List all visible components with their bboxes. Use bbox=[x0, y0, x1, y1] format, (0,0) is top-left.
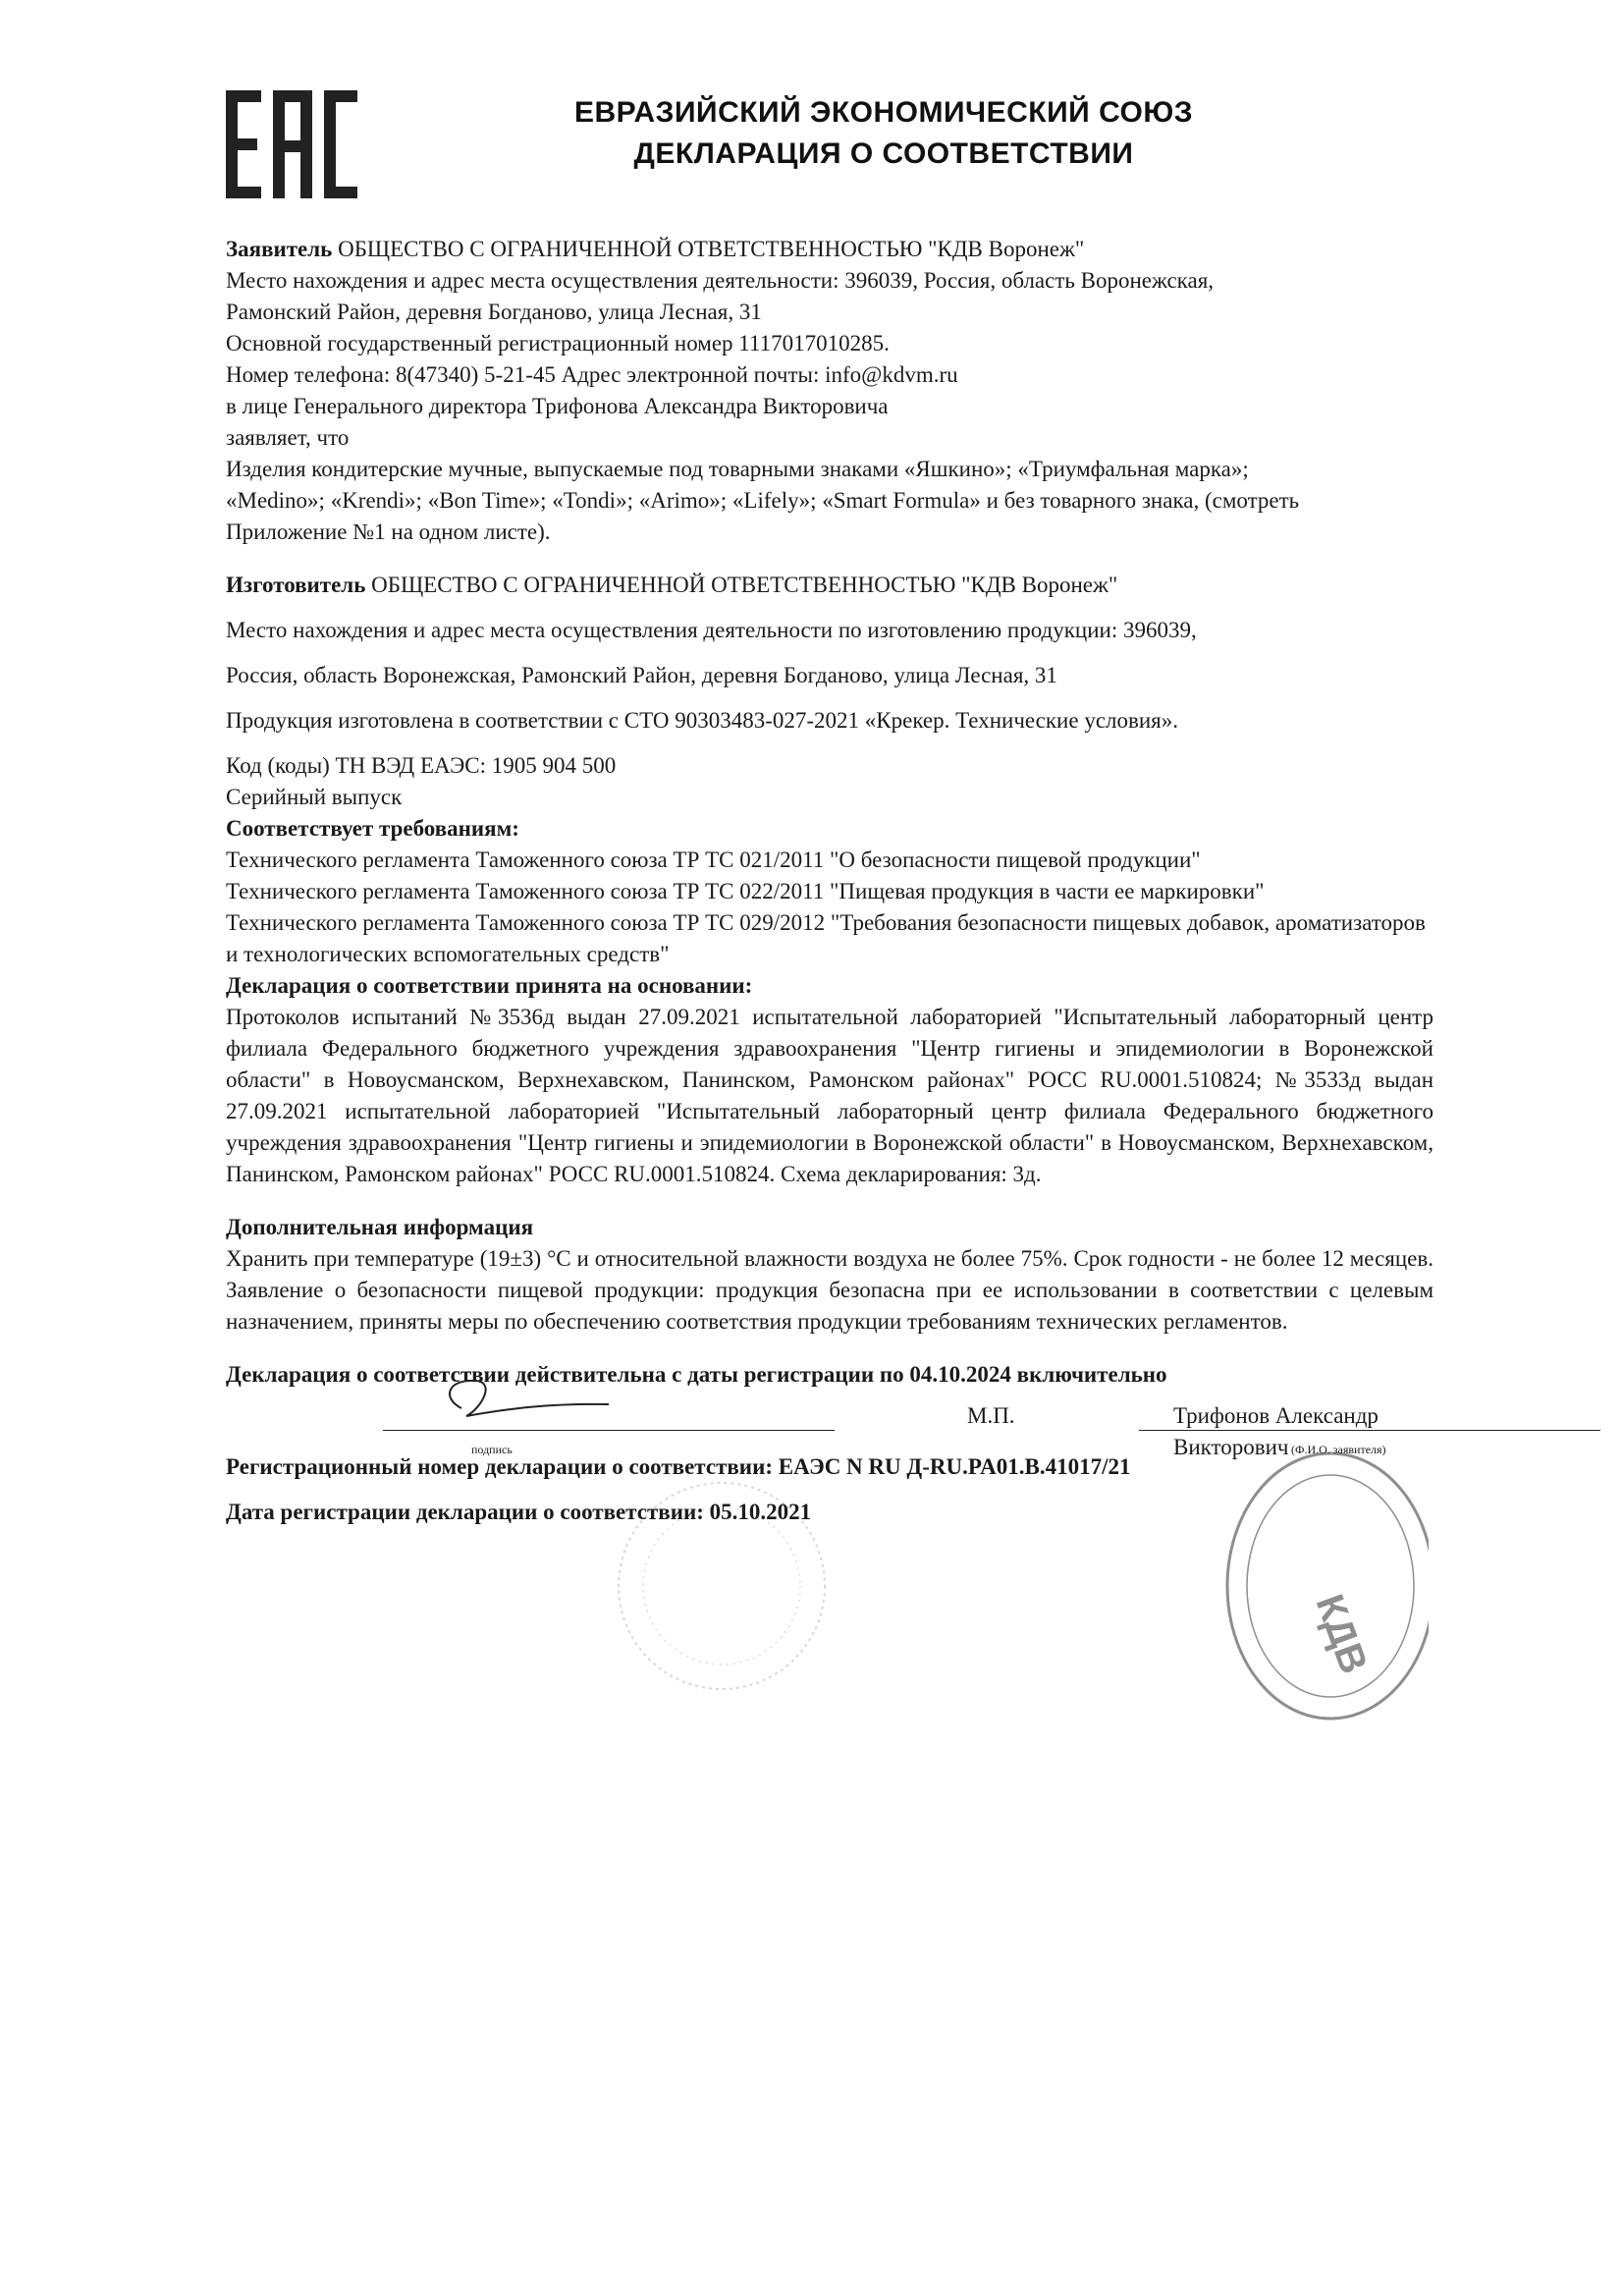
product-line-3: Приложение №1 на одном листе). bbox=[226, 519, 551, 544]
svg-text:КДВ: КДВ bbox=[1307, 1589, 1376, 1679]
union-title: ЕВРАЗИЙСКИЙ ЭКОНОМИЧЕСКИЙ СОЮЗ bbox=[573, 96, 1194, 129]
handwritten-signature bbox=[422, 1369, 619, 1438]
applicant-representative: в лице Генерального директора Трифонова Александра Викторовича bbox=[226, 394, 889, 418]
additional-text: Хранить при температуре (19±3) °С и относительной влажности воздуха не более 75%. Срок годности - не более 12 месяцев. Заявление о безопасности пищевой продукции: продукция безопасна при ее использовании в соответствии с целевым назначением, приняты меры по обеспечению соответствия продукции требованиям технических регламентов. bbox=[226, 1246, 1434, 1334]
product-line-1: Изделия кондитерские мучные, выпускаемые под товарными знаками «Яшкино»; «Триумфальная марка»; bbox=[226, 457, 1249, 481]
company-stamp bbox=[1213, 1444, 1429, 1728]
eac-logo bbox=[224, 86, 359, 202]
manufacturer-line bbox=[226, 570, 1434, 601]
signer-line bbox=[1139, 1430, 1600, 1431]
signer-caption: (Ф.И.О. заявителя) bbox=[1291, 1443, 1386, 1456]
requirement-item: Технического регламента Таможенного союза ТР ТС 021/2011 "О безопасности пищевой продукции" bbox=[226, 847, 1201, 872]
registration-number: Регистрационный номер декларации о соответствии: ЕАЭС N RU Д-RU.PA01.B.41017/21 bbox=[226, 1454, 1131, 1479]
applicant-label: Заявитель bbox=[226, 237, 333, 261]
requirement-item: Технического регламента Таможенного союза ТР ТС 029/2012 "Требования безопасности пищевых добавок, ароматизаторов и технологических вспомогательных средств" bbox=[226, 910, 1426, 966]
requirement-item: Технического регламента Таможенного союза ТР ТС 022/2011 "Пищевая продукция в части ее маркировки" bbox=[226, 879, 1265, 903]
applicant-declares: заявляет, что bbox=[226, 425, 350, 450]
manufacturer-standard: Продукция изготовлена в соответствии с СТО 90303483-027-2021 «Крекер. Технические условия». bbox=[226, 708, 1179, 733]
signer-name: Трифонов Александр Викторович bbox=[1173, 1403, 1379, 1459]
signature-line bbox=[383, 1430, 835, 1431]
applicant-name: ОБЩЕСТВО С ОГРАНИЧЕННОЙ ОТВЕТСТВЕННОСТЬЮ "КДВ Воронеж" bbox=[332, 237, 1085, 261]
stamp-place-label: М.П. bbox=[967, 1403, 1015, 1428]
registration-date: Дата регистрации декларации о соответствии: 05.10.2021 bbox=[226, 1500, 812, 1524]
applicant-ogrn: Основной государственный регистрационный номер 1117017010285. bbox=[226, 331, 890, 355]
manufacturer-address-2: Россия, область Воронежская, Рамонский Район, деревня Богданово, улица Лесная, 31 bbox=[226, 663, 1057, 687]
release-type: Серийный выпуск bbox=[226, 785, 403, 809]
applicant-line bbox=[226, 234, 1434, 265]
applicant-address-2: Рамонский Район, деревня Богданово, улица Лесная, 31 bbox=[226, 300, 762, 324]
requirements-title: Соответствует требованиям: bbox=[226, 816, 519, 841]
signature-caption: подпись bbox=[471, 1443, 513, 1456]
manufacturer-address-1: Место нахождения и адрес места осуществления деятельности по изготовлению продукции: 396039, bbox=[226, 618, 1197, 642]
hs-code: Код (коды) ТН ВЭД ЕАЭС: 1905 904 500 bbox=[226, 753, 617, 778]
applicant-contacts: Номер телефона: 8(47340) 5-21-45 Адрес электронной почты: info@kdvm.ru bbox=[226, 362, 958, 387]
basis-title: Декларация о соответствии принята на основании: bbox=[226, 973, 753, 998]
declaration-title: ДЕКЛАРАЦИЯ О СООТВЕТСТВИИ bbox=[633, 137, 1134, 170]
faint-seal bbox=[609, 1473, 835, 1699]
manufacturer-name: ОБЩЕСТВО С ОГРАНИЧЕННОЙ ОТВЕТСТВЕННОСТЬЮ "КДВ Воронеж" bbox=[365, 573, 1118, 597]
manufacturer-label: Изготовитель bbox=[226, 573, 366, 597]
basis-text: Протоколов испытаний №3536д выдан 27.09.2021 испытательной лабораторией "Испытательный лабораторный центр филиала Федерального бюджетного учреждения здравоохранения "Центр гигиены и эпидемиологии в Воронежской области" в Новоусманском, Верхнехавском, Панинском, Рамонском районах" РОСС RU.0001.510824; №3533д выдан 27.09.2021 испытательной лабораторией "Испытательный лабораторный центр филиала Федерального бюджетного учреждения здравоохранения "Центр гигиены и эпидемиологии в Воронежской области" в Новоусманском, Верхнехавском, Панинском, Рамонском районах" РОСС RU.0001.510824. Схема декларирования: 3д. bbox=[226, 1005, 1434, 1186]
declaration-body bbox=[226, 234, 1434, 1528]
applicant-address-1: Место нахождения и адрес места осуществления деятельности: 396039, Россия, область Воронежская, bbox=[226, 268, 1215, 293]
additional-title: Дополнительная информация bbox=[226, 1215, 534, 1239]
product-line-2: «Medino»; «Krendi»; «Bon Time»; «Tondi»; «Arimo»; «Lifely»; «Smart Formula» и без товарного знака, (смотреть bbox=[226, 488, 1300, 513]
validity-line: Декларация о соответствии действительна с даты регистрации по 04.10.2024 включительно bbox=[226, 1362, 1167, 1387]
